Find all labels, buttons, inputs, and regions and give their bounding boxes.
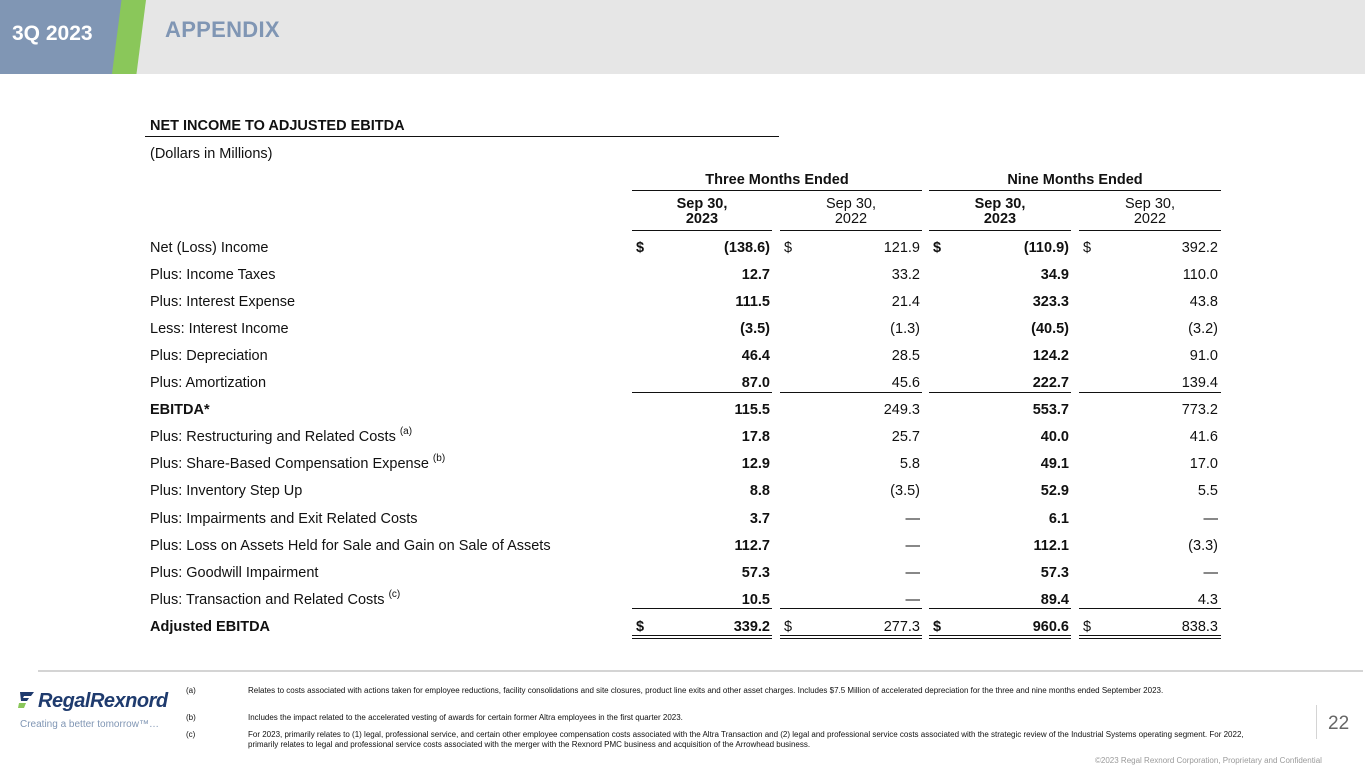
row-label (150, 565, 318, 581)
cell-value: 838.3 (1181, 618, 1218, 635)
copyright-notice: ©2023 Regal Rexnord Corporation, Proprietary and Confidential (1095, 756, 1322, 765)
cell-value: 392.2 (1181, 240, 1218, 256)
page-title: APPENDIX (165, 17, 280, 42)
footnote-a-text: Relates to costs associated with actions taken for employee reductions, facility consolidations and site closures, product line exits and other asset charges. Includes $7.5 Million of accelerated depreciation for the three and nine months ended September 2023. (248, 686, 1164, 695)
footnote-reference: (b) (432, 453, 446, 465)
table-row (0, 315, 1365, 342)
cell-value: 17.0 (1189, 456, 1218, 473)
group-header-three-months: Three Months Ended (705, 172, 849, 188)
column-header-9m-2022 (1079, 197, 1221, 227)
row-label-text: Plus: Restructuring and Related Costs (150, 429, 400, 446)
column-header-line2: 2022 (1133, 211, 1167, 227)
cell-value: 12.9 (741, 456, 770, 473)
footnote-c-mark: (c) (186, 730, 196, 739)
cell-value: 4.3 (1197, 591, 1218, 608)
table-row (0, 234, 1365, 261)
column-header-line1: Sep 30, (1125, 196, 1175, 212)
total-rule (780, 608, 922, 609)
cell-value: — (905, 564, 920, 581)
logo-tagline: Creating a better tomorrow™… (20, 719, 159, 730)
cell-value: 112.1 (1033, 537, 1069, 554)
cell-value: 21.4 (891, 294, 920, 311)
cell-value: 5.8 (899, 456, 920, 473)
cell-value: — (905, 591, 920, 608)
cell-value: 112.7 (734, 537, 770, 554)
table-row (0, 342, 1365, 369)
row-label (150, 426, 413, 446)
regal-rexnord-logo-icon (18, 692, 36, 713)
row-label-text: Plus: Amortization (150, 375, 267, 392)
cell-value: 249.3 (883, 402, 920, 419)
cell-value: 91.0 (1189, 348, 1218, 365)
table-row (0, 261, 1365, 288)
table-row (0, 559, 1365, 586)
cell-value: 17.8 (741, 429, 770, 446)
footnote-b-text: Includes the impact related to the accelerated vesting of awards for certain former Altra employees in the first quarter 2023. (248, 713, 683, 722)
cell-value: 773.2 (1181, 402, 1218, 419)
table-row (0, 505, 1365, 532)
total-rule (632, 608, 772, 609)
footnote-b-mark: (b) (186, 713, 196, 722)
cell-value: 52.9 (1040, 483, 1069, 500)
section-title: NET INCOME TO ADJUSTED EBITDA (150, 118, 405, 134)
cell-value: (138.6) (724, 240, 770, 256)
row-label (150, 453, 446, 473)
cell-value: 45.6 (891, 375, 920, 392)
cell-value: (3.2) (1188, 321, 1218, 338)
cell-value: (110.9) (1023, 240, 1069, 256)
table-row (0, 288, 1365, 315)
currency-symbol: $ (636, 618, 645, 635)
cell-value: — (905, 510, 920, 527)
row-label-text: EBITDA* (150, 402, 210, 419)
period-badge-label: 3Q 2023 (12, 22, 93, 45)
subtotal-rule (632, 392, 772, 393)
cell-value: 6.1 (1048, 510, 1069, 527)
column-rule (1079, 230, 1221, 231)
cell-value: (40.5) (1031, 321, 1069, 338)
table-row (0, 450, 1365, 477)
row-label-text: Less: Interest Income (150, 321, 289, 338)
subtotal-rule (780, 392, 922, 393)
subtotal-rule (929, 392, 1071, 393)
total-rule (929, 608, 1071, 609)
cell-value: 8.8 (749, 483, 770, 500)
cell-value: 28.5 (891, 348, 920, 365)
column-header-3m-2022 (780, 197, 922, 227)
currency-symbol: $ (784, 618, 793, 635)
currency-symbol: $ (784, 240, 793, 256)
row-label-text: Plus: Income Taxes (150, 267, 276, 284)
cell-value: 110.0 (1182, 267, 1218, 284)
row-label-text: Plus: Transaction and Related Costs (150, 591, 389, 608)
column-header-line1: Sep 30, (676, 196, 728, 212)
row-label (150, 619, 270, 635)
row-label (150, 511, 418, 527)
footnote-c-text: For 2023, primarily relates to (1) legal, professional service, and certain other employee compensation costs associated with the Altra Transaction and (2) legal and professional service costs associated with the strategic review of the Industrial Systems operating segment. For 2022, primarily relates to legal and professional service costs associated with the merger with the Rexnord PMC business and acquisition of the Arrowhead business. (248, 730, 1244, 749)
row-label (150, 240, 268, 256)
cell-value: 41.6 (1189, 429, 1218, 446)
page-number: 22 (1328, 713, 1350, 734)
column-rule (632, 230, 772, 231)
total-double-rule (929, 635, 1071, 639)
row-label (150, 294, 295, 310)
cell-value: 111.5 (735, 294, 770, 311)
table-row (0, 477, 1365, 504)
units-label: (Dollars in Millions) (150, 146, 273, 162)
cell-value: — (1203, 564, 1218, 581)
group-rule-three-months (632, 190, 922, 191)
cell-value: 57.3 (741, 564, 770, 581)
row-label-text: Adjusted EBITDA (150, 618, 271, 635)
row-label (150, 588, 401, 608)
total-rule (1079, 608, 1221, 609)
row-label-text: Plus: Inventory Step Up (150, 483, 303, 500)
cell-value: 323.3 (1032, 294, 1069, 311)
column-header-line1: Sep 30, (826, 196, 876, 212)
row-label-text: Plus: Goodwill Impairment (150, 564, 319, 581)
row-label-text: Plus: Depreciation (150, 348, 268, 365)
row-label-text: Plus: Impairments and Exit Related Costs (150, 510, 418, 527)
table-row (0, 532, 1365, 559)
column-header-line1: Sep 30, (974, 196, 1026, 212)
cell-value: (1.3) (890, 321, 920, 338)
row-label-text: Net (Loss) Income (150, 240, 269, 256)
cell-value: 40.0 (1040, 429, 1069, 446)
total-double-rule (632, 635, 772, 639)
regal-rexnord-logo-text: RegalRexnord (38, 690, 168, 712)
row-label (150, 267, 275, 283)
column-header-line2: 2022 (834, 211, 868, 227)
cell-value: 89.4 (1040, 591, 1069, 608)
group-header-nine-months: Nine Months Ended (1007, 172, 1143, 188)
cell-value: (3.3) (1188, 537, 1218, 554)
currency-symbol: $ (1083, 240, 1092, 256)
cell-value: 87.0 (741, 375, 770, 392)
cell-value: 5.5 (1197, 483, 1218, 500)
footnote-reference: (a) (399, 426, 413, 438)
currency-symbol: $ (636, 240, 645, 256)
cell-value: 43.8 (1189, 294, 1218, 311)
table-row (0, 423, 1365, 450)
footnote-reference: (c) (388, 588, 401, 600)
cell-value: 553.7 (1032, 402, 1069, 419)
column-header-line2: 2023 (983, 211, 1017, 227)
group-rule-nine-months (929, 190, 1221, 191)
row-label (150, 321, 289, 337)
table-row (0, 396, 1365, 423)
cell-value: 49.1 (1040, 456, 1069, 473)
row-label-text: Plus: Loss on Assets Held for Sale and Gain on Sale of Assets (150, 537, 551, 554)
cell-value: 960.6 (1032, 618, 1069, 635)
cell-value: 124.2 (1032, 348, 1069, 365)
section-title-rule (145, 136, 779, 137)
footnote-a-mark: (a) (186, 686, 196, 695)
cell-value: 139.4 (1181, 375, 1218, 392)
cell-value: 33.2 (891, 267, 920, 284)
cell-value: — (905, 537, 920, 554)
cell-value: 10.5 (741, 591, 770, 608)
column-header-line2: 2023 (685, 211, 719, 227)
row-label (150, 348, 268, 364)
column-rule (780, 230, 922, 231)
cell-value: — (1203, 510, 1218, 527)
currency-symbol: $ (1083, 618, 1092, 635)
cell-value: 339.2 (733, 618, 770, 635)
row-label (150, 483, 302, 499)
cell-value: 57.3 (1040, 564, 1069, 581)
row-label-text: Plus: Share-Based Compensation Expense (150, 456, 433, 473)
currency-symbol: $ (933, 618, 942, 635)
row-label-text: Plus: Interest Expense (150, 294, 296, 311)
column-header-3m-2023 (632, 197, 772, 227)
cell-value: 34.9 (1040, 267, 1069, 284)
row-label (150, 402, 210, 418)
column-header-9m-2023 (929, 197, 1071, 227)
cell-value: 121.9 (883, 240, 920, 256)
cell-value: 46.4 (741, 348, 770, 365)
cell-value: 115.5 (734, 402, 770, 419)
cell-value: 277.3 (883, 618, 920, 635)
row-label (150, 538, 551, 554)
row-label (150, 375, 266, 391)
cell-value: (3.5) (740, 321, 770, 338)
page-number-divider (1316, 705, 1317, 739)
cell-value: 25.7 (891, 429, 920, 446)
subtotal-rule (1079, 392, 1221, 393)
total-double-rule (1079, 635, 1221, 639)
total-double-rule (780, 635, 922, 639)
cell-value: 222.7 (1032, 375, 1069, 392)
cell-value: (3.5) (890, 483, 920, 500)
footer-divider (38, 670, 1363, 672)
column-rule (929, 230, 1071, 231)
cell-value: 3.7 (749, 510, 770, 527)
cell-value: 12.7 (741, 267, 770, 284)
currency-symbol: $ (933, 240, 942, 256)
